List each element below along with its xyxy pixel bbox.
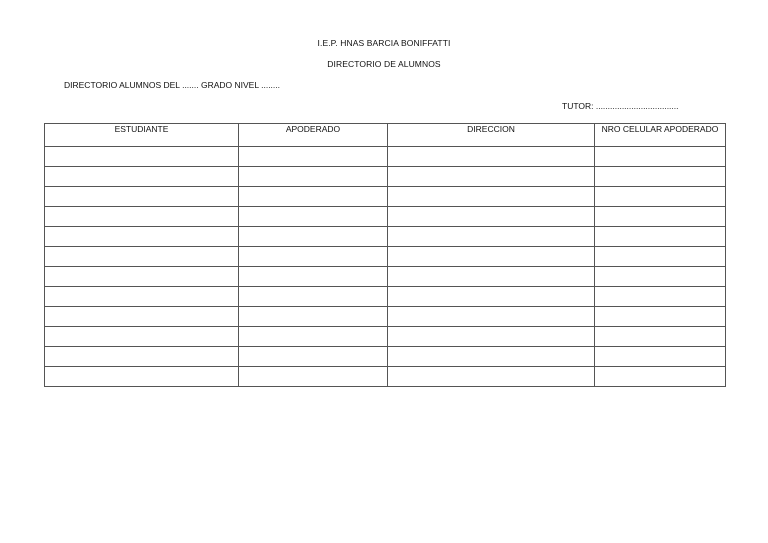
table-row	[45, 367, 726, 387]
table-cell	[45, 187, 239, 207]
student-directory-table	[44, 123, 726, 387]
table-cell	[595, 167, 726, 187]
table-cell	[239, 327, 388, 347]
table-cell	[239, 347, 388, 367]
table-cell	[45, 327, 239, 347]
table-cell	[239, 307, 388, 327]
table-row	[45, 207, 726, 227]
table-cell	[595, 367, 726, 387]
table-header-row	[45, 124, 726, 147]
table-cell	[45, 247, 239, 267]
header-estudiante: ESTUDIANTE	[45, 124, 239, 147]
table-cell	[388, 187, 595, 207]
table-cell	[595, 207, 726, 227]
table-cell	[388, 327, 595, 347]
table-cell	[239, 167, 388, 187]
table-cell	[239, 207, 388, 227]
table-row	[45, 327, 726, 347]
table-row	[45, 187, 726, 207]
table-row	[45, 307, 726, 327]
table-cell	[45, 147, 239, 167]
table-cell	[388, 207, 595, 227]
header-direccion: DIRECCION	[388, 124, 595, 147]
table-cell	[45, 267, 239, 287]
table-row	[45, 227, 726, 247]
table-cell	[595, 307, 726, 327]
table-cell	[239, 267, 388, 287]
tutor-line: TUTOR: ...................................	[562, 101, 679, 111]
table-cell	[595, 187, 726, 207]
table-cell	[45, 287, 239, 307]
header-apoderado: APODERADO	[239, 124, 388, 147]
document-title: DIRECTORIO DE ALUMNOS	[327, 59, 441, 69]
table-cell	[45, 347, 239, 367]
table-cell	[45, 307, 239, 327]
table-cell	[388, 367, 595, 387]
table-cell	[388, 167, 595, 187]
table-row	[45, 147, 726, 167]
table-cell	[388, 347, 595, 367]
table-cell	[595, 227, 726, 247]
table-cell	[595, 247, 726, 267]
table-cell	[45, 167, 239, 187]
table-cell	[388, 247, 595, 267]
table-cell	[239, 187, 388, 207]
table-cell	[239, 247, 388, 267]
table-cell	[595, 327, 726, 347]
table-cell	[239, 367, 388, 387]
table-cell	[45, 227, 239, 247]
table-cell	[239, 287, 388, 307]
table-cell	[45, 367, 239, 387]
table-cell	[388, 287, 595, 307]
table-cell	[45, 207, 239, 227]
table-row	[45, 167, 726, 187]
table-cell	[595, 147, 726, 167]
table-cell	[388, 227, 595, 247]
school-name: I.E.P. HNAS BARCIA BONIFFATTI	[317, 38, 451, 48]
table-cell	[239, 227, 388, 247]
table-cell	[388, 267, 595, 287]
table-cell	[595, 347, 726, 367]
table-cell	[388, 307, 595, 327]
table-cell	[239, 147, 388, 167]
table-row	[45, 247, 726, 267]
table-cell	[595, 287, 726, 307]
table-cell	[388, 147, 595, 167]
table-body	[45, 147, 726, 387]
table-row	[45, 347, 726, 367]
table-cell	[595, 267, 726, 287]
header-nro-celular: NRO CELULAR APODERADO	[595, 124, 726, 147]
grade-level-line: DIRECTORIO ALUMNOS DEL ....... GRADO NIVEL ........	[64, 80, 281, 90]
table-row	[45, 287, 726, 307]
table-row	[45, 267, 726, 287]
